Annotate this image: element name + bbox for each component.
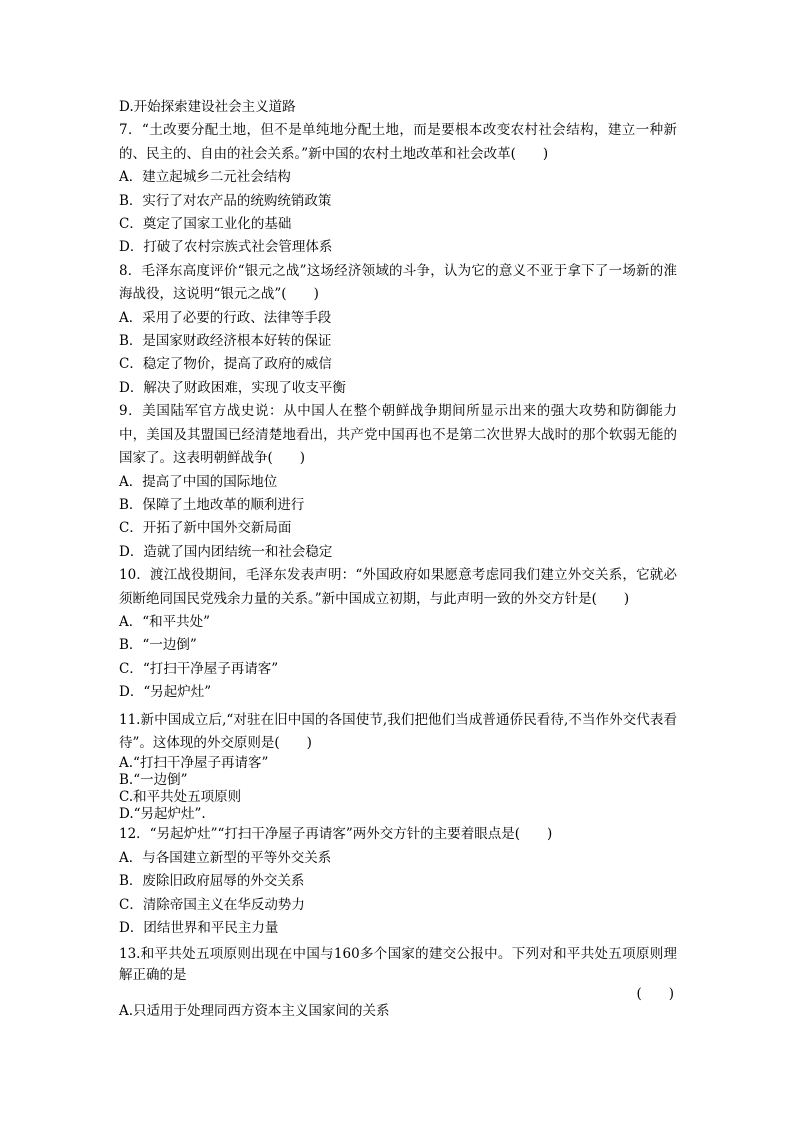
question-7-option-c: C．奠定了国家工业化的基础 <box>119 216 292 233</box>
question-12-stem: 12．“另起炉灶”“打扫干净屋子再请客”两外交方针的主要着眼点是( ) <box>119 826 553 843</box>
question-12-option-d: D．团结世界和平民主力量 <box>119 920 279 936</box>
question-9-option-d: D．造就了国内团结统一和社会稳定 <box>119 543 333 560</box>
question-7-option-b: B．实行了对农产品的统购统销政策 <box>119 192 332 209</box>
question-13-stem: 13.和平共处五项原则出现在中国与160多个国家的建交公报中。下列对和平共处五项原则理解正确的是 <box>119 946 677 984</box>
question-7-option-a: A．建立起城乡二元社会结构 <box>119 169 291 186</box>
lead-option: D.开始探索建设社会主义道路 <box>119 99 296 115</box>
question-9-option-c: C．开拓了新中国外交新局面 <box>119 520 292 537</box>
question-10-option-a: A．“和平共处” <box>119 613 211 630</box>
question-8-stem: 8．毛泽东高度评价“银元之战”这场经济领域的斗争，认为它的意义不亚于拿下了一场新的淮海战役，这说明“银元之战”( ) <box>119 262 677 303</box>
question-10-option-c: C．“打扫干净屋子再请客” <box>119 660 279 677</box>
question-list <box>119 96 677 1020</box>
question-12-option-c: C．清除帝国主义在华反动势力 <box>119 896 305 913</box>
question-8-option-b: B．是国家财政经济根本好转的保证 <box>119 333 332 350</box>
question-10-option-d: D．“另起炉灶” <box>119 684 212 701</box>
question-9-option-a: A．提高了中国的国际地位 <box>119 473 278 490</box>
question-12-option-a: A．与各国建立新型的平等外交关系 <box>119 849 332 866</box>
question-8-option-a: A．采用了必要的行政、法律等手段 <box>119 309 332 326</box>
question-11-stem: 11.新中国成立后,“对驻在旧中国的各国使节,我们把他们当成普通侨民看待,不当作外交代表看待”。这体现的外交原则是( ) <box>119 711 677 751</box>
question-9-stem: 9．美国陆军官方战史说：从中国人在整个朝鲜战争期间所显示出来的强大攻势和防御能力中，美国及其盟国已经清楚地看出，共产党中国再也不是第二次世界大战时的那个软弱无能的国家了。这表明朝鲜战争( ) <box>119 403 677 467</box>
question-13-option-a: A.只适用于处理同西方资本主义国家间的关系 <box>119 1003 390 1020</box>
question-7-stem: 7．“土改要分配土地，但不是单纯地分配土地，而是要根本改变农村社会结构，建立一种新的、民主的、自由的社会关系。”新中国的农村土地改革和社会改革( ) <box>119 122 677 162</box>
question-7-option-d: D．打破了农村宗族式社会管理体系 <box>119 239 333 256</box>
question-10-option-b: B．“一边倒” <box>119 637 197 654</box>
question-11-option-d: D.“另起炉灶”. <box>119 806 206 823</box>
question-13-answer-paren <box>119 986 677 1003</box>
question-9-option-b: B．保障了土地改革的顺利进行 <box>119 496 305 513</box>
question-8-option-c: C．稳定了物价，提高了政府的威信 <box>119 356 332 373</box>
question-8-option-d: D．解决了财政困难，实现了收支平衡 <box>119 379 346 396</box>
question-11-option-a: A.“打扫干净屋子再请客” <box>119 755 269 772</box>
question-11-option-b: B.“一边倒” <box>119 772 188 789</box>
question-12-option-b: B．废除旧政府屈辱的外交关系 <box>119 873 305 890</box>
answer-paren: ( ) <box>636 986 674 1003</box>
question-11-option-c: C.和平共处五项原则 <box>119 789 242 806</box>
question-10-stem: 10．渡江战役期间，毛泽东发表声明：“外国政府如果愿意考虑同我们建立外交关系，它就必须断绝同国民党残余力量的关系。”新中国成立初期，与此声明一致的外交方针是( ) <box>119 567 677 607</box>
